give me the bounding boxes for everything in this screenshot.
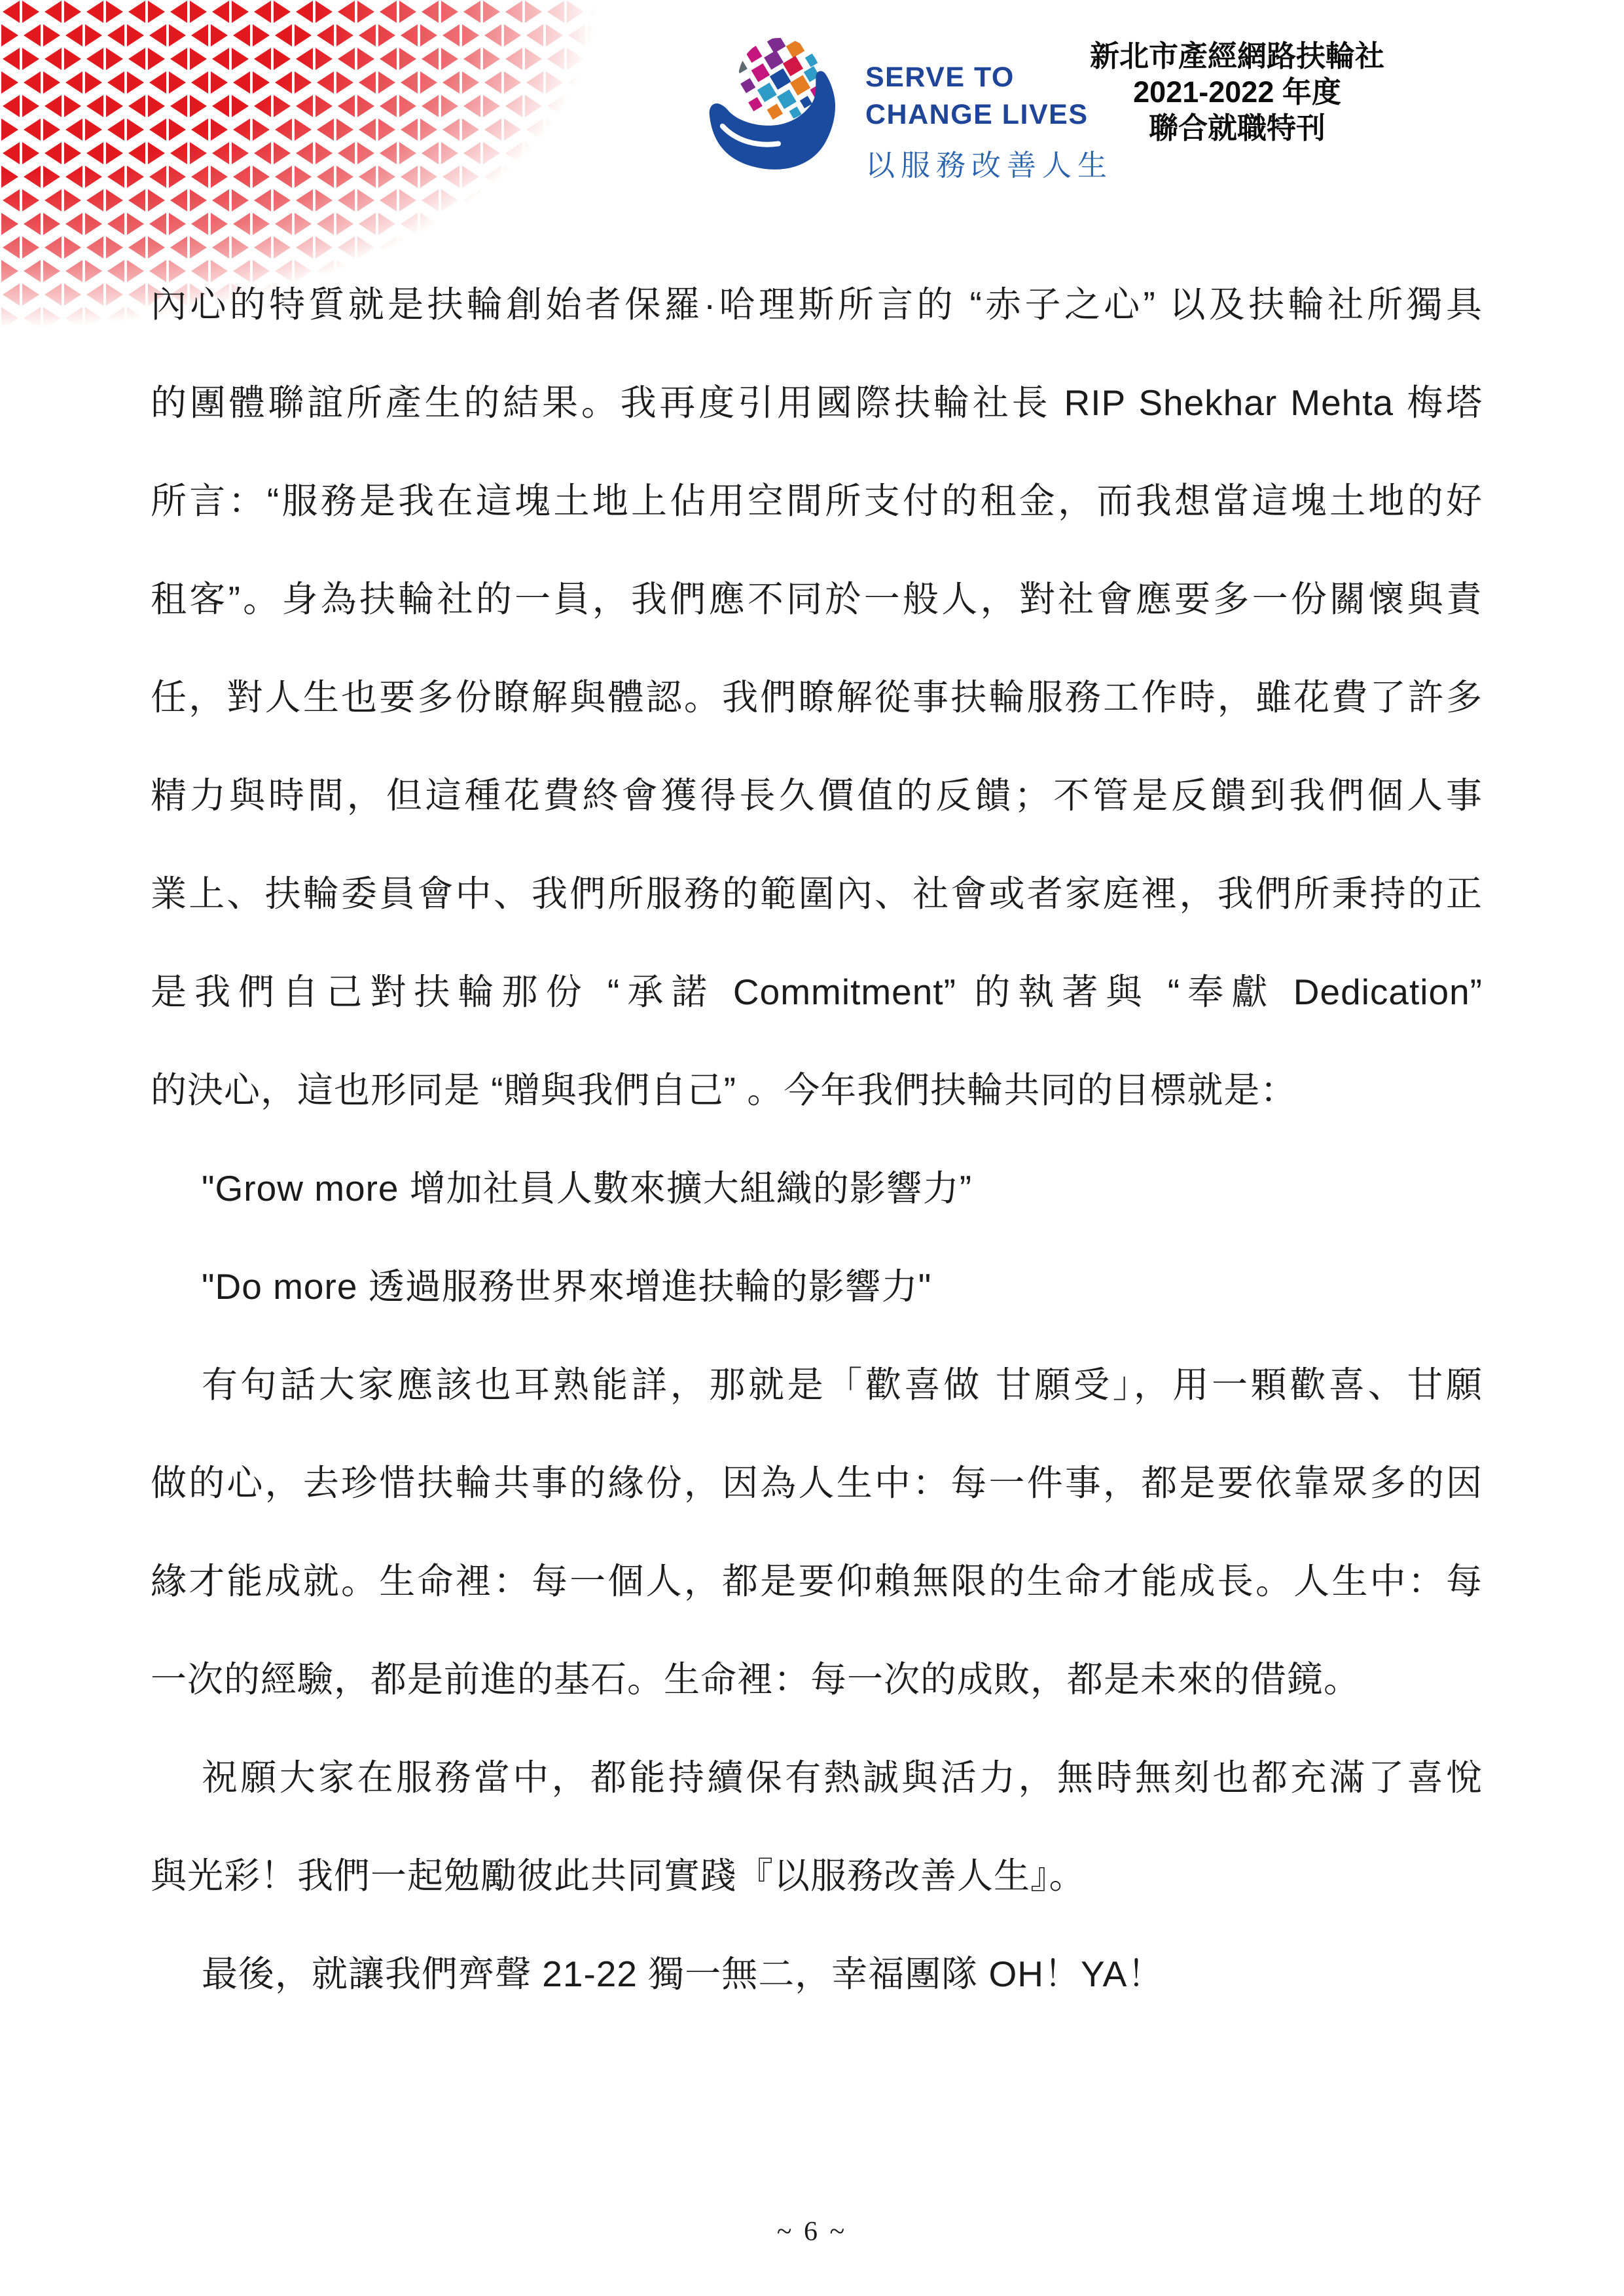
issue-title [1021, 38, 1453, 146]
body-line: 所言：“服務是我在這塊土地上佔用空間所支付的租金，而我想當這塊土地的好 [151, 481, 1483, 521]
body-line: 與光彩！我們一起勉勵彼此共同實踐『以服務改善人生』。 [151, 1855, 1086, 1896]
body-line: 做的心，去珍惜扶輪共事的緣份，因為人生中：每一件事，都是要依靠眾多的因 [151, 1463, 1483, 1503]
hand-icon [710, 71, 835, 169]
body-line: 的決心，這也形同是 “贈與我們自己” 。今年我們扶輪共同的目標就是： [151, 1070, 1297, 1110]
body-line: 精力與時間，但這種花費終會獲得長久價值的反饋；不管是反饋到我們個人事 [151, 775, 1483, 816]
club-name: 新北市產經網路扶輪社 [1089, 39, 1384, 73]
body-line: 業上、扶輪委員會中、我們所服務的範圍內、社會或者家庭裡，我們所秉持的正 [151, 873, 1483, 914]
logo-tagline: 以服務改善人生 [865, 149, 1113, 182]
issue-year: 2021-2022 年度 [1133, 75, 1341, 109]
body-line: 任，對人生也要多份瞭解與體認。我們瞭解從事扶輪服務工作時，雖花費了許多 [151, 677, 1483, 718]
body-line: 內心的特質就是扶輪創始者保羅·哈理斯所言的 “赤子之心” 以及扶輪社所獨具 [151, 284, 1483, 325]
rotary-theme-logo [702, 34, 857, 177]
body-line: 的團體聯誼所產生的結果。我再度引用國際扶輪社長 RIP Shekhar Mehta 梅塔 [151, 382, 1483, 423]
logo-motto-line2: CHANGE LIVES [865, 99, 1089, 130]
body-line: "Do more 透過服務世界來增進扶輪的影響力" [202, 1266, 932, 1307]
hand-globe-icon [702, 34, 857, 177]
logo-motto-line1: SERVE TO [865, 62, 1015, 93]
body-line: 最後，就讓我們齊聲 21-22 獨一無二，幸福團隊 OH！YA！ [202, 1954, 1164, 1994]
body-line: 是我們自己對扶輪那份 “承諾 Commitment” 的執著與 “奉獻 Dedication” [151, 972, 1483, 1012]
body-line: 租客”。身為扶輪社的一員，我們應不同於一般人，對社會應要多一份關懷與責 [151, 579, 1483, 619]
page-number: ~ 6 ~ [776, 2217, 848, 2247]
body-line: 祝願大家在服務當中，都能持續保有熱誠與活力，無時無刻也都充滿了喜悅 [202, 1757, 1483, 1798]
issue-name: 聯合就職特刊 [1148, 111, 1326, 145]
body-line: 有句話大家應該也耳熟能詳，那就是「歡喜做 甘願受」，用一顆歡喜、甘願 [202, 1364, 1483, 1405]
body-line: "Grow more 增加社員人數來擴大組織的影響力” [202, 1168, 973, 1209]
article-body [151, 255, 1483, 2023]
body-line: 緣才能成就。生命裡：每一個人，都是要仰賴無限的生命才能成長。人生中：每 [151, 1561, 1483, 1601]
body-line: 一次的經驗，都是前進的基石。生命裡：每一次的成敗，都是未來的借鏡。 [151, 1659, 1361, 1700]
